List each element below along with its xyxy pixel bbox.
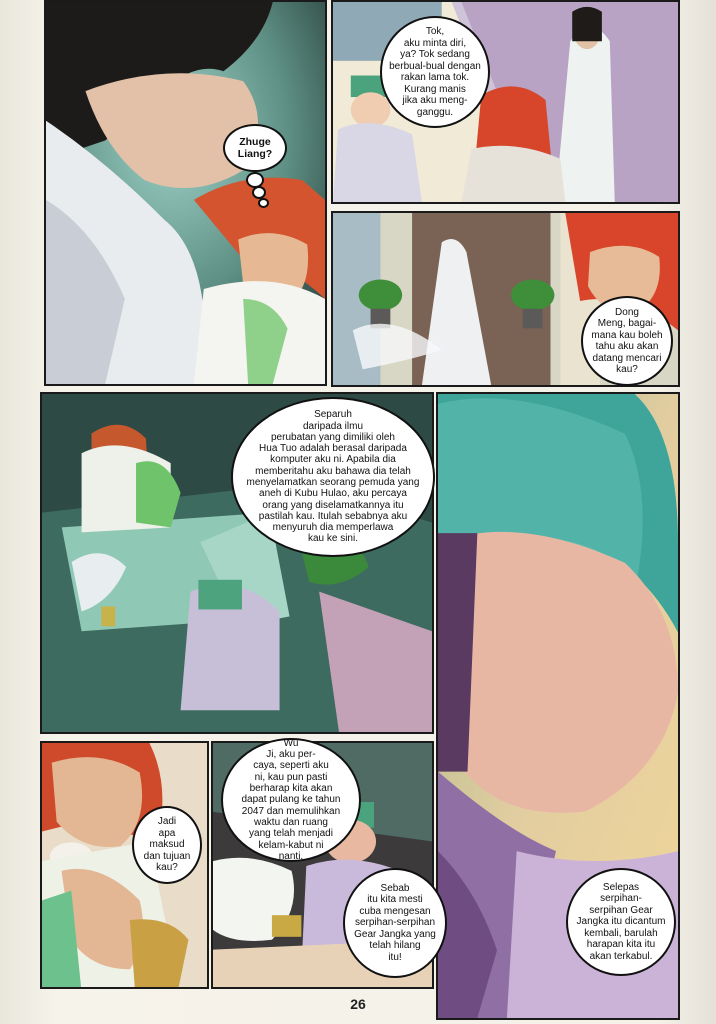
speech-bubble-wu-ji (221, 738, 361, 862)
page-number: 26 (350, 996, 366, 1012)
speech-bubble-jadi (132, 806, 202, 884)
speech-bubble-sebab (343, 868, 447, 978)
speech-bubble-dong-meng (581, 296, 673, 386)
speech-bubble-zhuge (223, 124, 287, 172)
speech-bubble-separuh (231, 397, 435, 557)
speech-text-wu-ji: Wu Ji, aku per- caya, seperti aku ni, kau pun pasti berharap kita akan dapat pulang ke tahun 2047 dan memulihkan waktu dan ruang yang telah menjadi kelam-kabut ni nanti. (241, 737, 341, 862)
panel-1-art (46, 2, 325, 384)
panel-2 (331, 0, 680, 204)
panel-2-art (333, 2, 678, 202)
thought-dot-3 (258, 198, 269, 208)
speech-text-dong-meng: Dong Meng, bagai- mana kau boleh tahu aku akan datang mencari kau? (591, 306, 663, 375)
speech-text-sebab: Sebab itu kita mesti cuba mengesan serpihan-serpihan Gear Jangka yang telah hilang itu! (354, 882, 436, 963)
speech-text-tok: Tok, aku minta diri, ya? Tok sedang berbual-bual dengan rakan lama tok. Kurang manis jika aku meng- ganggu. (389, 26, 481, 118)
speech-text-zhuge: Zhuge Liang? (237, 135, 273, 160)
speech-bubble-selepas (566, 868, 676, 976)
speech-text-separuh: Separuh daripada ilmu perubatan yang dimiliki oleh Hua Tuo adalah berasal daripada komputer aku ni. Apabila dia memberitahu aku bahawa dia telah menyelamatkan seorang pemuda yang aneh di Kubu Hulao, aku percaya orang yang diselamatkannya itu pastilah kau. Itulah sebabnya aku menyuruh dia memperlawa kau ke sini. (246, 409, 420, 545)
speech-text-selepas: Selepas serpihan- serpihan Gear Jangka itu dicantum kembali, barulah harapan kita itu akan terkabul. (576, 881, 666, 962)
panel-1 (44, 0, 327, 386)
speech-bubble-tok (380, 16, 490, 128)
speech-text-jadi: Jadi apa maksud dan tujuan kau? (143, 816, 191, 874)
